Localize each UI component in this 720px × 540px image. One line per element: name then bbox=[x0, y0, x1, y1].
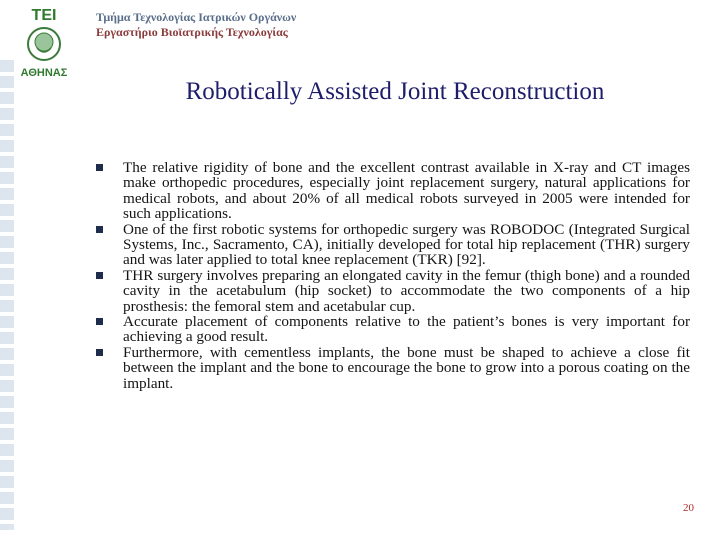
bullet-list bbox=[95, 160, 690, 391]
page-number: 20 bbox=[683, 502, 694, 514]
bullet-text: One of the first robotic systems for orthopedic surgery was ROBODOC (Integrated Surgical Systems, Inc., Sacramento, CA), initially developed for total hip replacement (THR) surgery and was later applied to total knee replacement (TKR) [92]. bbox=[123, 220, 690, 269]
bullet-text: Accurate placement of components relative to the patient’s bones is very important for achieving a good result. bbox=[123, 313, 690, 346]
bullet-item bbox=[95, 268, 690, 314]
laboratory-name: Εργαστήριο Βιοϊατρικής Τεχνολογίας bbox=[96, 25, 288, 39]
department-name: Τμήμα Τεχνολογίας Ιατρικών Οργάνων bbox=[96, 10, 297, 24]
bullet-text: The relative rigidity of bone and the excellent contrast available in X-ray and CT images make orthopedic procedures, especially joint replacement surgery, natural applications for medical robots, and about 20% of all medical robots surveyed in 2005 were intended for such applications. bbox=[123, 159, 690, 223]
bullet-text: THR surgery involves preparing an elongated cavity in the femur (thigh bone) and a rounded cavity in the acetabulum (hip socket) to accommodate the two components of a hip prosthesis: the femoral stem and acetabular cup. bbox=[123, 266, 690, 315]
bullet-square-icon bbox=[96, 164, 103, 171]
bullet-square-icon bbox=[96, 272, 103, 279]
bullet-square-icon bbox=[96, 349, 103, 356]
bullet-square-icon bbox=[96, 318, 103, 325]
department-header bbox=[96, 10, 296, 40]
bullet-square-icon bbox=[96, 226, 103, 233]
bullet-item bbox=[95, 222, 690, 268]
bullet-item bbox=[95, 160, 690, 222]
bullet-item bbox=[95, 345, 690, 391]
logo-text-bottom: ΑΘΗΝΑΣ bbox=[20, 67, 68, 79]
slide-title: Robotically Assisted Joint Reconstruction bbox=[185, 78, 605, 105]
side-decoration-strip bbox=[0, 60, 14, 530]
logo-text-top: ΤΕΙ bbox=[31, 7, 57, 24]
bullet-text: Furthermore, with cementless implants, the bone must be shaped to achieve a close fit between the implant and the bone to encourage the bone to grow into a porous coating on the implant. bbox=[123, 343, 690, 392]
institution-logo bbox=[4, 4, 84, 84]
bullet-item bbox=[95, 314, 690, 345]
